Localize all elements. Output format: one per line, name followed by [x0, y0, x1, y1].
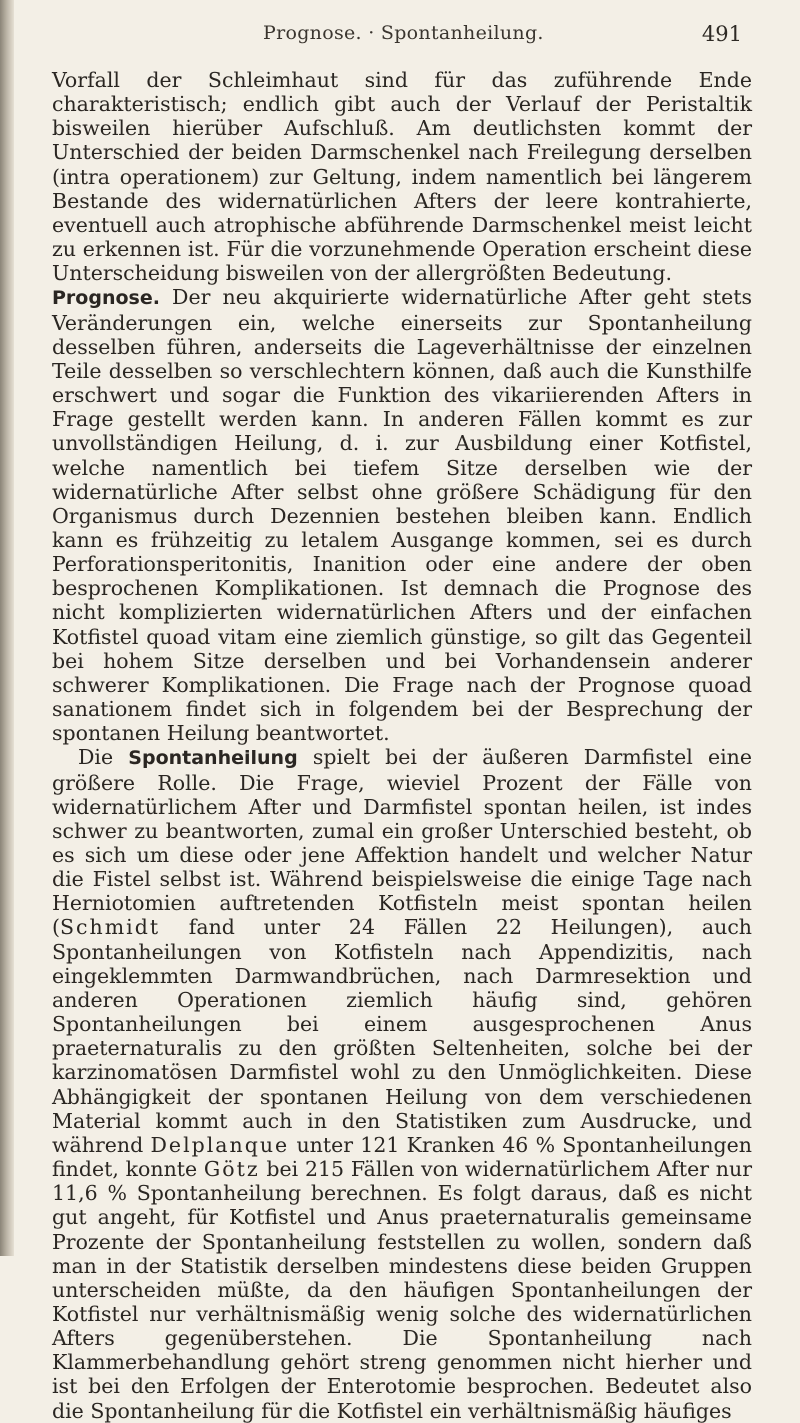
text-run: bei 215 Fällen von widernatürlichem After nur 11,6 % Spontanheilung berechnen. Es folgt daraus, daß es nicht gut angeht, für Kotfistel und Anus praeternaturalis gemeinsame Prozente der Spontanheilung feststellen zu wollen, sondern daß man in der Statistik derselben mindestens diese beiden Gruppen unterscheiden müßte, da den häufigen Spontanheilungen der Kotfistel nur verhältnismäßig wenig solche des widernatürlichen Afters gegenüberstehen. Die Spontanheilung nach Klammerbehandlung gehört streng genommen nicht hierher und ist bei den Erfolgen der Enterotomie besprochen. Bedeutet also die Spontanheilung für die Kotfistel ein verhältnismäßig häufiges: [52, 1157, 752, 1423]
text-run: Die: [78, 745, 129, 770]
page-header: [68, 22, 768, 52]
book-binding-shadow: [0, 0, 14, 1256]
text-run: Der neu akquirierte widernatürliche After geht stets Veränderungen ein, welche einerseits zur Spontanheilung desselben führen, anderseits die Lageverhältnisse der einzelnen Teile desselben so verschlechtern können, daß auch die Kunsthilfe erschwert und sogar die Funktion des vikariierenden Afters in Frage gestellt werden kann. In anderen Fällen kommt es zur unvollständigen Heilung, d. i. zur Ausbildung einer Kotfistel, welche namentlich bei tiefem Sitze derselben wie der widernatürliche After selbst ohne größere Schädigung für den Organismus durch Dezennien bestehen bleiben kann. Endlich kann es frühzeitig zu letalem Ausgange kommen, sei es durch Perforationsperitonitis, Inanition oder eine andere der oben besprochenen Komplikationen. Ist demnach die Prognose des nicht komplizierten widernatürlichen Afters und der einfachen Kotfistel quoad vitam eine ziemlich günstige, so gilt das Gegenteil bei hohem Sitze derselben und bei Vorhandensein anderer schwerer Komplikationen. Die Frage nach der Prognose quoad sanationem findet sich in folgendem bei der Besprechung der spontanen Heilung beantwortet.: [52, 285, 752, 746]
text-run: fand unter 24 Fällen 22 Heilungen), auch Spontanheilungen von Kotfisteln nach Appendizitis, nach eingeklemmten Darmwandbrüchen, nach Darmresektion und anderen Operationen ziemlich häufig sind, gehören Spontanheilungen bei einem ausgesprochenen Anus praeternaturalis zu den größten Seltenheiten, solche bei der karzinomatösen Darmfistel wohl zu den Unmöglichkeiten. Diese Abhängigkeit der spontanen Heilung von dem verschiedenen Material kommt auch in den Statistiken zum Ausdrucke, und während: [52, 915, 752, 1157]
section-heading-spontanheilung: Spontanheilung: [128, 747, 298, 770]
paragraph-intro: [52, 68, 752, 285]
author-name-delplanque: Delplanque: [150, 1132, 290, 1157]
text-run: unter 121 Kranken 46 % Spontanheilungen findet, konnte: [52, 1132, 752, 1182]
author-name-schmidt: Schmidt: [60, 915, 161, 940]
running-title: Prognose. · Spontanheilung.: [263, 22, 544, 44]
page-number: 491: [701, 22, 742, 46]
paragraph-spontanheilung: [52, 745, 752, 1422]
body-text: [52, 68, 752, 1423]
text-run: Vorfall der Schleimhaut sind für das zuführende Ende charakteristisch; endlich gibt auch der Verlauf der Peristaltik bisweilen hierüber Aufschluß. Am deutlichsten kommt der Unterschied der beiden Darmschenkel nach Freilegung derselben (intra operationem) zur Geltung, indem namentlich bei längerem Bestande des widernatürlichen Afters der leere kontrahierte, eventuell auch atrophische abführende Darmschenkel meist leicht zu erkennen ist. Für die vorzunehmende Operation erscheint diese Unterscheidung bisweilen von der allergrößten Bedeutung.: [52, 68, 752, 286]
author-name-goetz: Götz: [203, 1157, 260, 1182]
paragraph-prognose: [52, 285, 752, 745]
text-run: spielt bei der äußeren Darmfistel eine größere Rolle. Die Frage, wieviel Prozent der Fälle von widernatürlichem After und Darmfistel spontan heilen, ist indes schwer zu beantworten, zumal ein großer Unterschied besteht, ob es sich um diese oder jene Affektion handelt und welcher Natur die Fistel selbst ist. Während beispielsweise die einige Tage nach Herniotomien auftretenden Kotfisteln meist spontan heilen (: [52, 745, 753, 940]
section-heading-prognose: Prognose.: [52, 287, 160, 310]
